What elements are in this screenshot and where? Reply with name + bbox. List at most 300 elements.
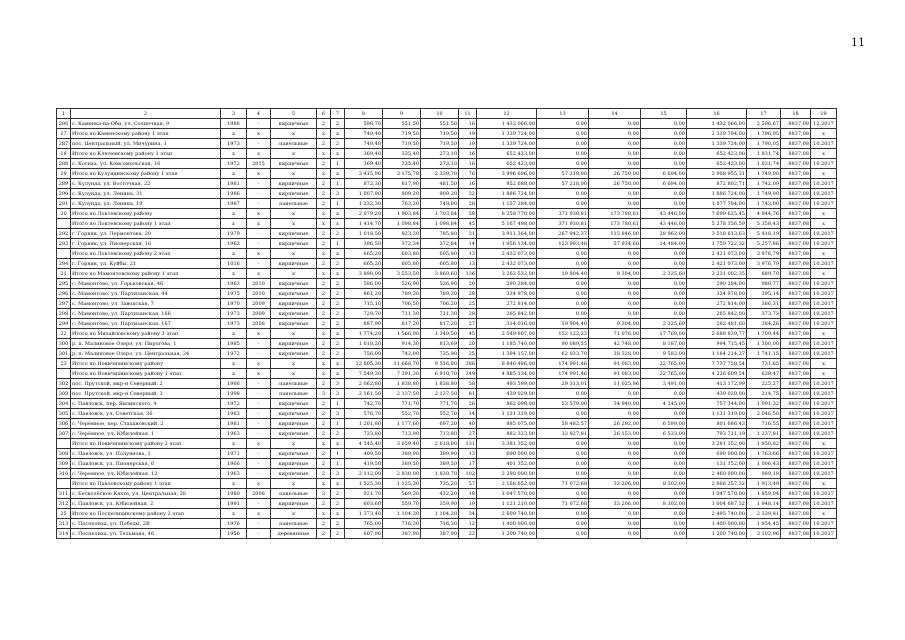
register-table <box>56 108 837 539</box>
table-cell: 1 047 570,00 <box>687 489 747 499</box>
table-cell: панельные <box>271 139 317 149</box>
table-cell: 2 <box>317 339 331 349</box>
table-cell: 0,00 <box>537 119 589 129</box>
table-cell: 8837,08 <box>781 129 811 139</box>
table-cell: 706,20 <box>421 299 459 309</box>
table-cell: x <box>811 219 837 229</box>
table-row <box>57 449 837 459</box>
table-cell: 1963 <box>221 279 247 289</box>
table-cell: 569,30 <box>383 489 421 499</box>
table-cell: 57 218,00 <box>537 179 589 189</box>
table-cell: 18 <box>459 489 477 499</box>
table-cell: 2 <box>317 469 331 479</box>
table-cell: 0,00 <box>537 249 589 259</box>
table-cell: 1 201,80 <box>345 419 383 429</box>
table-cell: кирпичные <box>271 279 317 289</box>
table-cell: 0,00 <box>641 469 687 479</box>
table-cell: 7 391,30 <box>383 369 421 379</box>
table-row <box>57 199 837 209</box>
table-cell: 909,20 <box>421 189 459 199</box>
table-cell: 91 083,00 <box>589 359 641 369</box>
table-cell: 136 <box>459 269 477 279</box>
table-cell: 290 284,00 <box>477 279 537 289</box>
table-cell: 273,10 <box>421 149 459 159</box>
table-cell: с. Мамонтово, ул. Партизанская, 44 <box>71 289 221 299</box>
table-cell: x <box>317 219 331 229</box>
table-cell: 8 258 770,00 <box>477 209 537 219</box>
table-cell: 1 <box>331 459 345 469</box>
column-number-cell: 19 <box>811 109 837 119</box>
table-cell: 1 839,70 <box>421 469 459 479</box>
table-cell: 909,20 <box>383 189 421 199</box>
table-cell: 174 991,46 <box>537 369 589 379</box>
table-cell: 2 079,20 <box>345 209 383 219</box>
table-cell: 10.2017 <box>811 339 837 349</box>
table-cell: Итого по Локтевскому району <box>71 209 221 219</box>
table-cell: 308 <box>57 449 71 459</box>
table-cell: 2 <box>317 239 331 249</box>
table-cell: 2 319 794,00 <box>687 129 747 139</box>
table-cell: Итого по Новичихинскому району 2 этап <box>71 439 221 449</box>
table-cell: 1 349,50 <box>421 329 459 339</box>
table-cell: 1970 <box>221 299 247 309</box>
table-cell: 697,20 <box>421 419 459 429</box>
table-cell: x <box>271 269 317 279</box>
table-cell: 5 278 356,59 <box>687 219 747 229</box>
table-cell: 8 302,00 <box>641 479 687 489</box>
table-cell: панельные <box>271 379 317 389</box>
table-cell: 2 549 807,00 <box>477 329 537 339</box>
table-cell: 8837,08 <box>781 279 811 289</box>
table-row <box>57 359 837 369</box>
table-cell: 0,00 <box>589 199 641 209</box>
table-cell: - <box>247 429 271 439</box>
table-cell: 1987 <box>221 199 247 209</box>
table-cell: 763,20 <box>383 199 421 209</box>
table-cell: 282 481,60 <box>687 319 747 329</box>
table-cell: 294 <box>57 259 71 269</box>
table-cell: 3 491,00 <box>641 379 687 389</box>
table-cell: 29 313,01 <box>537 379 589 389</box>
table-cell: с. Павловск, ул. Юбилейная, 2 <box>71 499 221 509</box>
table-cell: 8837,08 <box>781 529 811 539</box>
table-cell: 665,20 <box>345 249 383 259</box>
table-row <box>57 239 837 249</box>
table-cell: 302 <box>57 379 71 389</box>
table-cell: 173 780,61 <box>589 219 641 229</box>
table-cell: пос. Центральный, ул. Мичурина, 1 <box>71 139 221 149</box>
table-cell: 1 790,05 <box>747 139 781 149</box>
table-cell: 5 257,86 <box>747 239 781 249</box>
table-cell: 605,80 <box>421 259 459 269</box>
table-cell: 872,30 <box>345 179 383 189</box>
table-cell: 6 910,70 <box>421 369 459 379</box>
table-cell: 6 694,00 <box>641 179 687 189</box>
table-cell: 28 <box>459 309 477 319</box>
table-cell: 526,90 <box>383 279 421 289</box>
table-cell: x <box>811 149 837 159</box>
table-cell: 1 414,70 <box>345 219 383 229</box>
table-cell: 401 352,00 <box>477 459 537 469</box>
table-cell: 28 <box>459 199 477 209</box>
table-cell: 2 137,50 <box>421 389 459 399</box>
table-cell: 33 206,00 <box>589 479 641 489</box>
table-cell: 22 765,00 <box>641 359 687 369</box>
table-cell: 10.2017 <box>811 299 837 309</box>
table-cell: x <box>811 369 837 379</box>
table-cell: 1973 <box>221 319 247 329</box>
table-cell: 8837,08 <box>781 479 811 489</box>
table-cell: 26 292,00 <box>589 419 641 429</box>
table-cell: 729,70 <box>345 309 383 319</box>
table-cell: x <box>221 439 247 449</box>
table-cell: 8837,08 <box>781 439 811 449</box>
table-cell: 20 <box>57 209 71 219</box>
table-cell: 387,90 <box>421 529 459 539</box>
table-cell: 801 686,43 <box>687 419 747 429</box>
table-cell: 0,00 <box>641 149 687 159</box>
table-cell: 0,00 <box>641 519 687 529</box>
table-cell: 17 <box>459 459 477 469</box>
table-cell: 20 <box>459 339 477 349</box>
table-cell: 152 122,23 <box>537 329 589 339</box>
table-cell: 994 715,45 <box>687 339 747 349</box>
table-cell: 2 <box>317 409 331 419</box>
table-cell: 598,70 <box>345 119 383 129</box>
table-cell: 1962 <box>221 239 247 249</box>
table-cell: 872 802,71 <box>687 179 747 189</box>
table-cell: 0,00 <box>641 449 687 459</box>
table-cell: 2 <box>331 299 345 309</box>
table-cell: 980,77 <box>747 279 781 289</box>
table-cell: 1 131 319,00 <box>477 409 537 419</box>
table-cell: 921,70 <box>345 489 383 499</box>
table-cell: 2 290 000,00 <box>477 469 537 479</box>
column-number-cell: 10 <box>421 109 459 119</box>
table-cell: 2 688 839,77 <box>687 329 747 339</box>
table-cell: 2 <box>317 119 331 129</box>
table-cell: 1 742,09 <box>747 179 781 189</box>
table-cell: 313 <box>57 519 71 529</box>
table-cell: 439 029,00 <box>477 389 537 399</box>
column-number-cell: 9 <box>383 109 421 119</box>
table-cell: 13 <box>459 449 477 459</box>
table-cell: панельные <box>271 389 317 399</box>
table-cell: с. Кулунда, ул. Ленина, 19 <box>71 199 221 209</box>
table-cell: 0,00 <box>589 529 641 539</box>
column-number-cell: 17 <box>747 109 781 119</box>
table-cell: 1 339 724,00 <box>477 129 537 139</box>
table-cell: 2 <box>331 309 345 319</box>
table-cell: 1981 <box>221 419 247 429</box>
table-cell: 12 <box>459 519 477 529</box>
table-cell: x <box>811 169 837 179</box>
table-cell: x <box>317 249 331 259</box>
table-cell: 0,00 <box>537 519 589 529</box>
table-cell: x <box>317 269 331 279</box>
table-cell: 58 <box>459 209 477 219</box>
table-cell: 1 <box>331 239 345 249</box>
table-cell: - <box>247 349 271 359</box>
table-row <box>57 339 837 349</box>
table-cell: x <box>271 479 317 489</box>
table-cell: 1 131 319,00 <box>687 409 747 419</box>
table-cell: 369,40 <box>345 159 383 169</box>
table-cell: 665,20 <box>345 259 383 269</box>
table-cell: 10.2017 <box>811 399 837 409</box>
table-cell: 10.2017 <box>811 199 837 209</box>
table-cell: 6 694,00 <box>641 169 687 179</box>
table-row <box>57 129 837 139</box>
table-cell: - <box>247 259 271 269</box>
table-cell <box>57 219 71 229</box>
table-cell: 1 164 214,27 <box>687 349 747 359</box>
table-cell: 2 <box>331 499 345 509</box>
column-number-cell: 11 <box>459 109 477 119</box>
table-cell: 225,27 <box>747 379 781 389</box>
table-cell: 6 599,00 <box>641 419 687 429</box>
table-cell: 4 844,76 <box>747 209 781 219</box>
table-cell: кирпичные <box>271 299 317 309</box>
table-cell: 0,00 <box>641 129 687 139</box>
table-cell: 286 <box>57 119 71 129</box>
table-cell: 371 930,81 <box>537 209 589 219</box>
table-cell: 2 325,60 <box>641 319 687 329</box>
table-cell: 0,00 <box>641 199 687 209</box>
table-cell: с. Павловск, ул. Пионерская, 6 <box>71 459 221 469</box>
table-cell: 551,50 <box>383 119 421 129</box>
table-cell: 23 <box>57 359 71 369</box>
table-cell: 3 <box>331 379 345 389</box>
table-cell: 28 962,00 <box>641 229 687 239</box>
table-cell: 0,00 <box>641 489 687 499</box>
table-cell: 2 <box>331 289 345 299</box>
table-cell: 214,75 <box>747 389 781 399</box>
table-cell: 2008 <box>247 319 271 329</box>
table-cell: 749,40 <box>345 129 383 139</box>
table-cell: 1 886 724,00 <box>477 189 537 199</box>
table-cell: 2 <box>331 519 345 529</box>
table-cell: 0,00 <box>641 249 687 259</box>
table-cell: 1 125,30 <box>383 479 421 489</box>
table-cell: 757 344,00 <box>687 399 747 409</box>
table-cell: 603,80 <box>383 249 421 259</box>
table-row <box>57 409 837 419</box>
table-cell: 22 <box>459 529 477 539</box>
table-cell: 1 394 157,00 <box>477 349 537 359</box>
table-cell: 716,30 <box>421 519 459 529</box>
table-cell: 817,90 <box>383 179 421 189</box>
table-cell: 2 <box>317 519 331 529</box>
table-cell: x <box>221 149 247 159</box>
table-cell: 45 <box>459 329 477 339</box>
table-cell: x <box>221 359 247 369</box>
table-cell: 1 <box>331 159 345 169</box>
table-cell: 793 711,19 <box>687 429 747 439</box>
table-cell: 10.2017 <box>811 459 837 469</box>
table-cell: x <box>247 439 271 449</box>
table-cell: 409,50 <box>345 449 383 459</box>
table-cell: 10.2017 <box>811 409 837 419</box>
table-cell: 1 525,30 <box>345 479 383 489</box>
table-cell: 2 <box>331 529 345 539</box>
table-cell: x <box>811 249 837 259</box>
table-cell: Итого по Каменскому району 1 этап <box>71 129 221 139</box>
table-cell: - <box>247 229 271 239</box>
table-cell: 335,40 <box>383 159 421 169</box>
table-cell: 2 866 257,32 <box>687 479 747 489</box>
table-cell: 0,00 <box>537 459 589 469</box>
table-row <box>57 169 837 179</box>
table-cell: 2 <box>317 199 331 209</box>
table-cell: 2 <box>317 139 331 149</box>
table-cell: 16 <box>459 179 477 189</box>
table-cell: x <box>221 249 247 259</box>
table-cell: 8837,08 <box>781 469 811 479</box>
table-cell: 1971 <box>221 449 247 459</box>
table-cell: 607,90 <box>345 529 383 539</box>
table-cell: 1986 <box>221 189 247 199</box>
table-row <box>57 349 837 359</box>
table-cell: 4 245,00 <box>641 399 687 409</box>
table-cell: x <box>271 209 317 219</box>
table-cell: 1 400 000,00 <box>477 519 537 529</box>
table-row <box>57 279 837 289</box>
table-cell: 0,00 <box>589 309 641 319</box>
table-cell: 1 743,00 <box>747 199 781 209</box>
table-cell: 57 934,60 <box>589 239 641 249</box>
table-cell: 2 432 073,00 <box>477 249 537 259</box>
table-cell: 57 218,00 <box>537 169 589 179</box>
table-row <box>57 209 837 219</box>
column-number-cell: 3 <box>221 109 247 119</box>
table-cell: 10.2017 <box>811 499 837 509</box>
table-cell: x <box>221 209 247 219</box>
table-cell: 2 <box>331 229 345 239</box>
table-cell: 19 904,40 <box>537 319 589 329</box>
table-cell: 3 553,50 <box>383 269 421 279</box>
table-cell: x <box>317 209 331 219</box>
table-cell: x <box>271 509 317 519</box>
table-cell: x <box>221 369 247 379</box>
table-cell <box>57 439 71 449</box>
table-cell: 13 <box>459 249 477 259</box>
table-cell: 2 596,67 <box>747 119 781 129</box>
table-cell: 0,00 <box>589 289 641 299</box>
table-cell: x <box>247 269 271 279</box>
table-cell: 861,20 <box>345 289 383 299</box>
table-cell: 719,50 <box>383 129 421 139</box>
table-cell: 1 200 740,00 <box>477 529 537 539</box>
table-cell: 690 000,00 <box>687 449 747 459</box>
table-cell <box>57 369 71 379</box>
table-cell: 25 <box>459 349 477 359</box>
table-cell: 419,50 <box>345 459 383 469</box>
table-cell: 1986 <box>221 119 247 129</box>
table-cell: 1 104,20 <box>421 509 459 519</box>
table-cell: с. Кулунда, ул. Ленина, 31 <box>71 189 221 199</box>
table-cell: 16 <box>459 119 477 129</box>
table-cell: 1 077 784,00 <box>687 199 747 209</box>
table-cell: x <box>331 249 345 259</box>
table-cell: 3 102,96 <box>747 529 781 539</box>
table-cell: 3 <box>331 409 345 419</box>
table-cell: 8837,08 <box>781 239 811 249</box>
table-cell: 8837,08 <box>781 359 811 369</box>
table-row <box>57 479 837 489</box>
table-cell: x <box>331 479 345 489</box>
table-cell: 16 <box>459 159 477 169</box>
table-cell: 8837,08 <box>781 319 811 329</box>
table-cell: 0,00 <box>589 409 641 419</box>
table-cell: 0,00 <box>537 259 589 269</box>
table-cell: 371 930,81 <box>537 219 589 229</box>
table-cell: 0,00 <box>537 149 589 159</box>
table-cell: 3 <box>331 189 345 199</box>
table-cell: 34 940,00 <box>589 399 641 409</box>
table-cell: 31 <box>459 229 477 239</box>
table-cell: 17 <box>57 129 71 139</box>
table-cell: 10.2017 <box>811 469 837 479</box>
table-row <box>57 519 837 529</box>
table-cell: x <box>811 269 837 279</box>
table-cell: - <box>247 409 271 419</box>
register-table-body <box>57 109 837 539</box>
table-cell: 33 927,81 <box>537 429 589 439</box>
table-cell: 1 838,80 <box>421 379 459 389</box>
table-cell: 22 <box>57 329 71 339</box>
table-cell: - <box>247 139 271 149</box>
table-cell: 26 750,00 <box>589 169 641 179</box>
table-cell: 1 956 134,00 <box>477 239 537 249</box>
table-cell: 267 942,37 <box>537 229 589 239</box>
table-cell: 1 709,44 <box>747 329 781 339</box>
table-cell: 2 <box>331 489 345 499</box>
table-cell: x <box>331 169 345 179</box>
table-cell: 10.2017 <box>811 319 837 329</box>
table-cell: с. Павловск, ул. Полуянова, 1 <box>71 449 221 459</box>
table-row <box>57 459 837 469</box>
table-row <box>57 319 837 329</box>
table-cell: 690 000,00 <box>477 449 537 459</box>
table-cell: 3 175,78 <box>383 169 421 179</box>
table-cell: 14 <box>459 409 477 419</box>
table-cell: 11 668,70 <box>383 359 421 369</box>
table-cell: 10.2017 <box>811 189 837 199</box>
table-row <box>57 139 837 149</box>
table-cell: 1 <box>331 179 345 189</box>
table-cell: 292 <box>57 229 71 239</box>
table-cell: 314 016,00 <box>477 319 537 329</box>
table-cell: кирпичные <box>271 409 317 419</box>
table-cell: 0,00 <box>537 439 589 449</box>
table-cell: 0,00 <box>537 289 589 299</box>
table-cell: 1956 <box>221 529 247 539</box>
table-cell: 34 <box>459 509 477 519</box>
table-cell: 605,80 <box>421 249 459 259</box>
table-cell: 1 121 210,00 <box>477 499 537 509</box>
table-cell: с. Мамонтово, ул. Горьковская, 46 <box>71 279 221 289</box>
table-cell: 652 423,00 <box>687 159 747 169</box>
table-row <box>57 249 837 259</box>
table-cell: 603,60 <box>345 499 383 509</box>
table-cell: 8837,08 <box>781 199 811 209</box>
table-cell: 0,00 <box>537 409 589 419</box>
table-cell: 26 <box>459 399 477 409</box>
table-cell: 2 168 652,00 <box>477 479 537 489</box>
table-cell: Итого по Кулундинскому району 1 этап <box>71 169 221 179</box>
table-cell: 8837,08 <box>781 499 811 509</box>
